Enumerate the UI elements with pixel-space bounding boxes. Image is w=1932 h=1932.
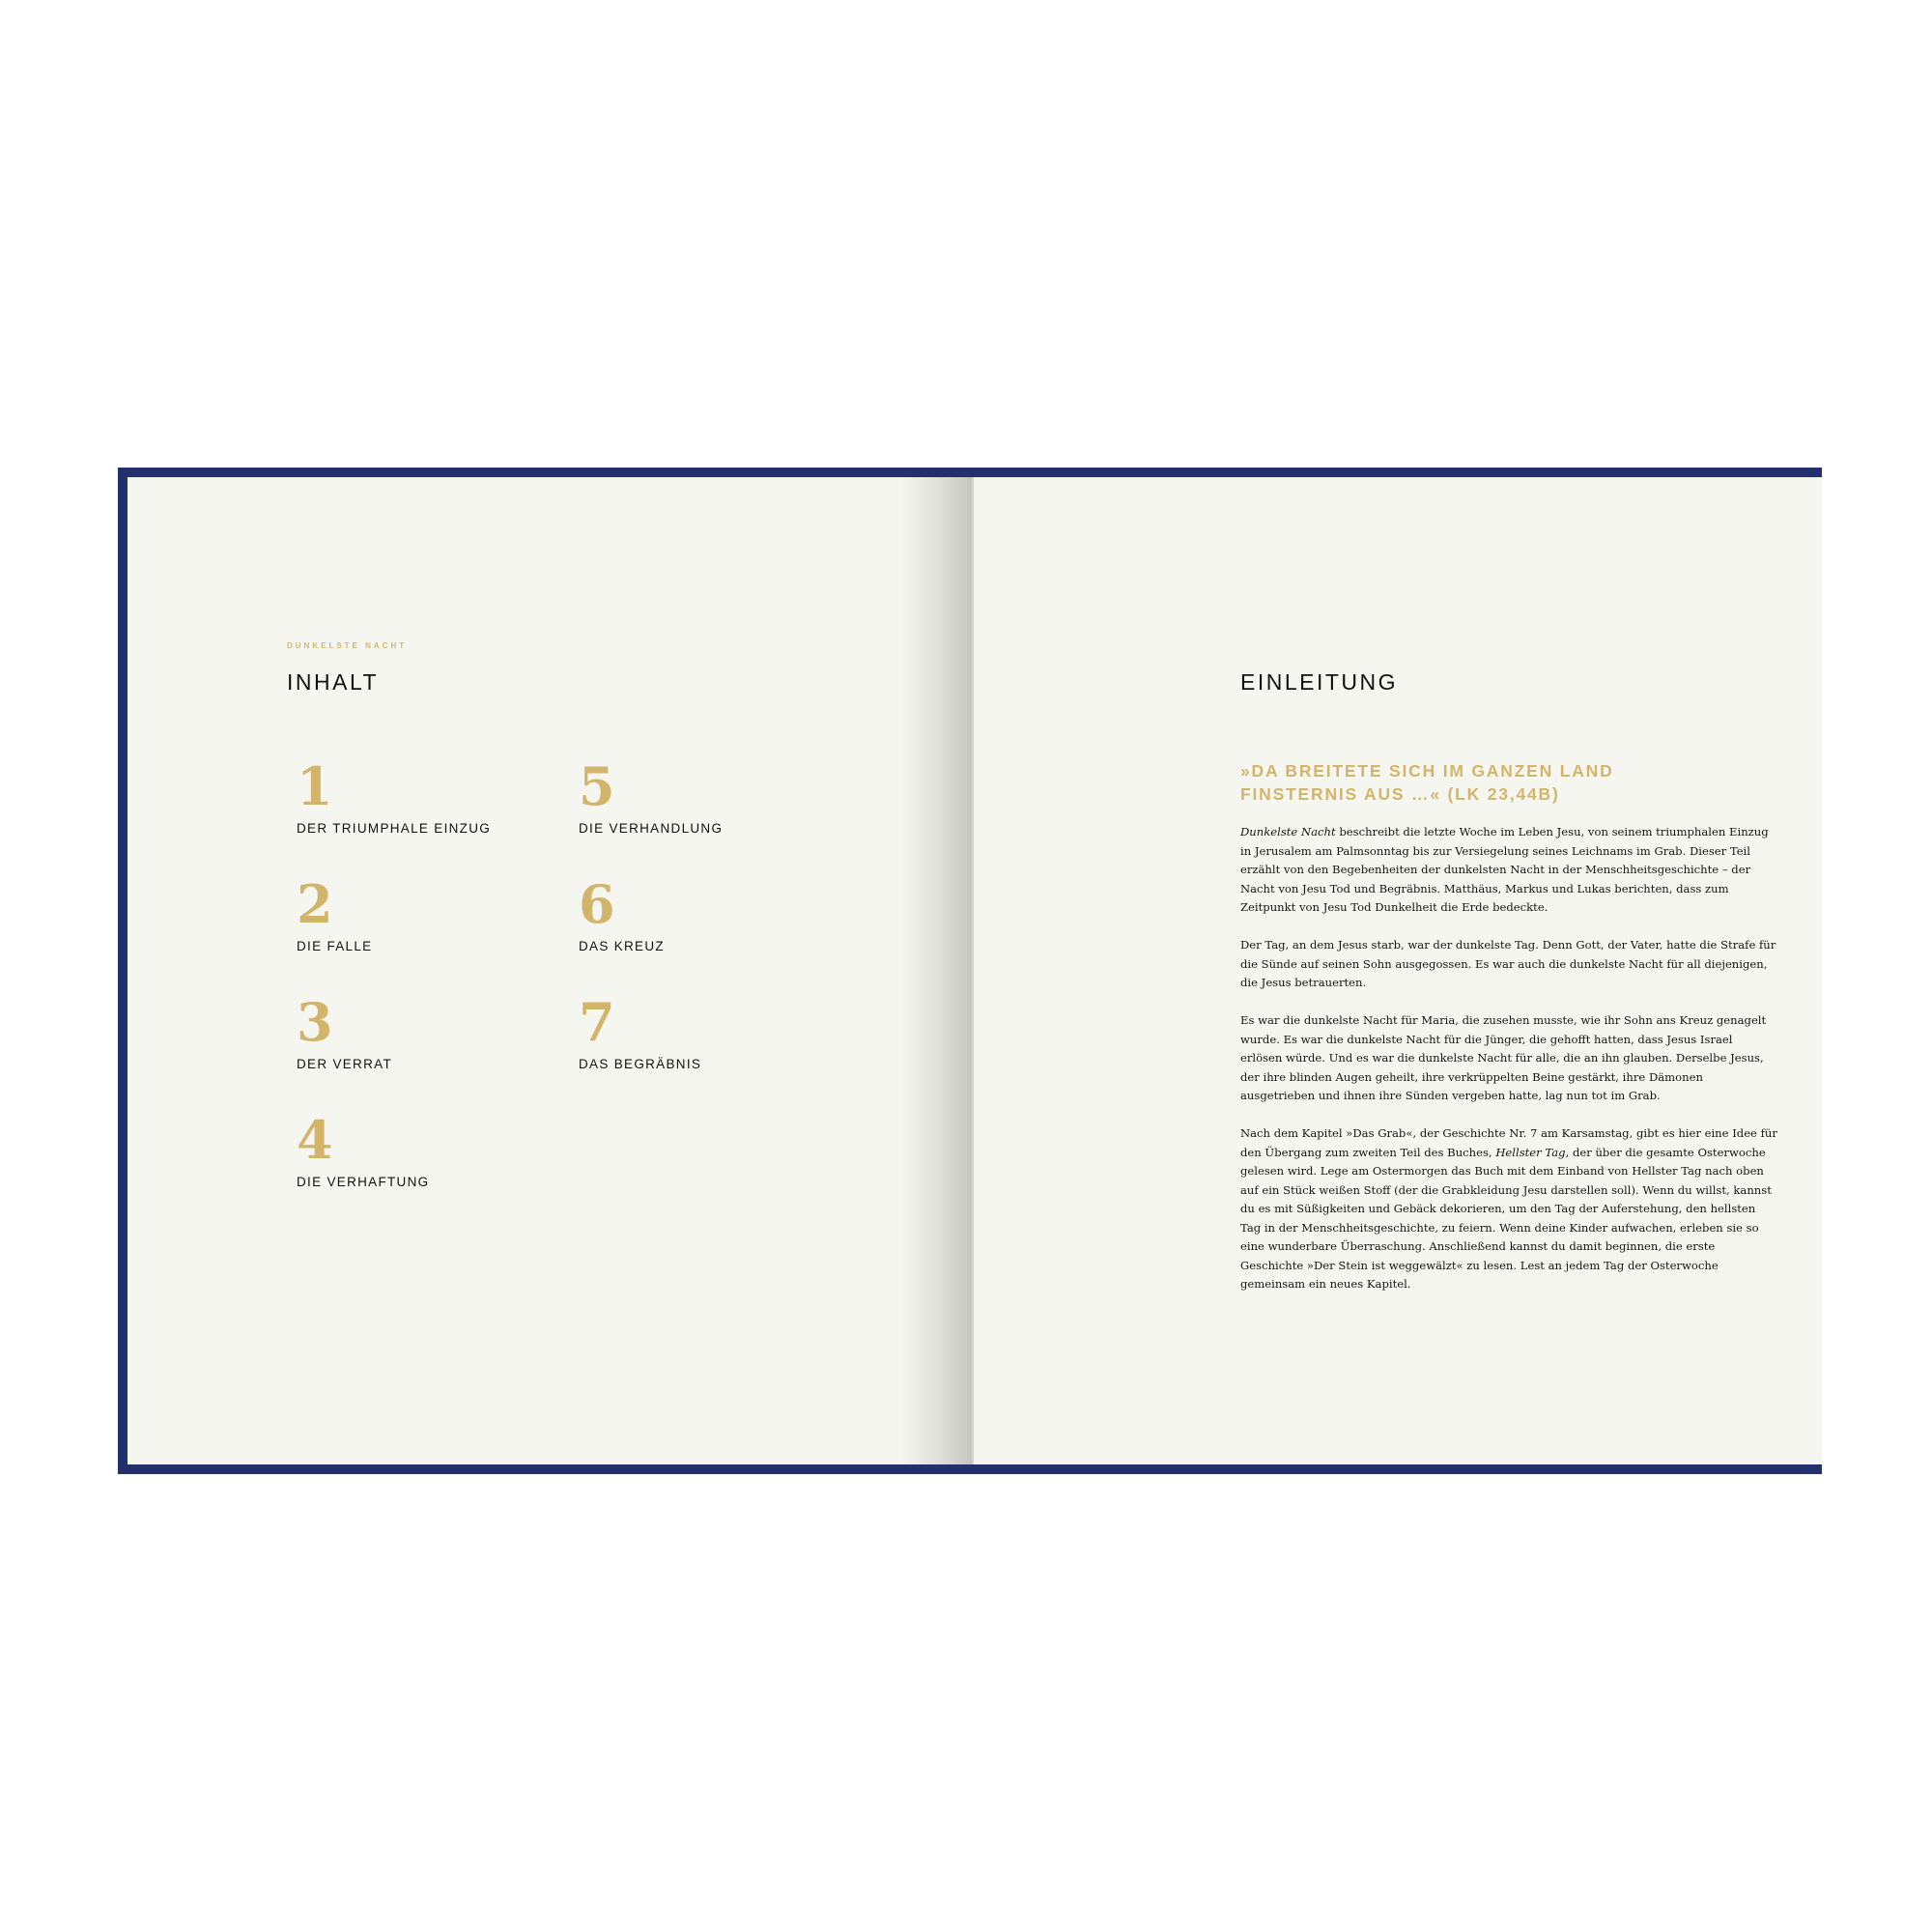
running-head: DUNKELSTE NACHT bbox=[287, 641, 408, 650]
chapter-title: DER TRIUMPHALE EINZUG bbox=[297, 821, 492, 836]
gutter-shadow bbox=[900, 477, 972, 1464]
toc-item bbox=[579, 875, 849, 953]
book-title-emphasis: Dunkelste Nacht bbox=[1240, 825, 1336, 838]
chapter-number: 2 bbox=[297, 873, 333, 935]
toc-item bbox=[579, 993, 849, 1071]
paragraph-text: Nach dem Kapitel »Das Grab«, der Geschichte Nr. 7 am Karsamstag, gibt es hier eine Idee für den Übergang zum zweiten Teil des Buches, bbox=[1240, 1126, 1777, 1159]
chapter-number: 6 bbox=[579, 873, 615, 935]
chapter-number: 3 bbox=[297, 991, 333, 1053]
right-page bbox=[974, 477, 1822, 1464]
paragraph: Es war die dunkelste Nacht für Maria, die zusehen musste, wie ihr Sohn ans Kreuz genagelt wurde. Es war die dunkelste Nacht für die Jünger, die gehofft hatten, dass Jesus Israel erlösen würde. Und es war die dunkelste Nacht für alle, die an ihn glauben. Derselbe Jesus, der ihre blinden Augen geheilt, ihre verkrüppelten Beine gestärkt, ihre Dämonen ausgetrieben und ihnen ihre Sünden vergeben hatte, lag nun tot im Grab. bbox=[1240, 1013, 1767, 1102]
toc-item bbox=[297, 993, 567, 1071]
quote-line: FINSTERNIS AUS …« (LK 23,44B) bbox=[1240, 784, 1560, 804]
epigraph-quote bbox=[1240, 759, 1781, 806]
left-page bbox=[128, 477, 972, 1464]
chapter-title: DAS KREUZ bbox=[579, 939, 665, 953]
chapter-title: DIE VERHANDLUNG bbox=[579, 821, 724, 836]
chapter-number: 1 bbox=[297, 755, 333, 817]
chapter-number: 5 bbox=[579, 755, 615, 817]
toc-item bbox=[579, 757, 849, 836]
chapter-title: DAS BEGRÄBNIS bbox=[579, 1057, 702, 1071]
paragraph-text: beschreibt die letzte Woche im Leben Jesu, von seinem triumphalen Einzug in Jerusalem am Palmsonntag bis zur Versiegelung seines Leichnams im Grab. Dieser Teil erzählt von den Begebenheiten der dunkelsten Nacht in der Menschheitsgeschichte – der Nacht von Jesu Tod und Begräbnis. Matthäus, Markus und Lukas berichten, dass zum Zeitpunkt von Jesu Tod Dunkelheit die Erde bedeckte. bbox=[1240, 825, 1769, 914]
chapter-title: DIE FALLE bbox=[297, 939, 373, 953]
toc-item bbox=[297, 1111, 567, 1189]
chapter-title: DER VERRAT bbox=[297, 1057, 393, 1071]
paragraph: Der Tag, an dem Jesus starb, war der dunkelste Tag. Denn Gott, der Vater, hatte die Strafe für die Sünde auf seinen Sohn ausgegossen. Es war auch die dunkelste Nacht für all diejenigen, die Jesus betrauerten. bbox=[1240, 938, 1776, 989]
paragraph bbox=[1240, 1124, 1777, 1294]
quote-line: »DA BREITETE SICH IM GANZEN LAND bbox=[1240, 761, 1614, 781]
toc-item bbox=[297, 757, 567, 836]
chapter-number: 7 bbox=[579, 991, 615, 1053]
chapter-number: 4 bbox=[297, 1109, 333, 1171]
book-spread bbox=[118, 468, 1822, 1474]
chapter-title: DIE VERHAFTUNG bbox=[297, 1175, 430, 1189]
paragraph bbox=[1240, 823, 1777, 918]
book-title-emphasis: Hellster Tag bbox=[1495, 1145, 1566, 1159]
toc-title: INHALT bbox=[287, 669, 380, 695]
intro-title: EINLEITUNG bbox=[1240, 669, 1399, 695]
intro-body bbox=[1240, 823, 1777, 1313]
toc-item bbox=[297, 875, 567, 953]
paragraph-text: , der über die gesamte Osterwoche gelesen wird. Lege am Ostermorgen das Buch mit dem Einband von Hellster Tag nach oben auf ein Stück weißen Stoff (der die Grabkleidung Jesu darstellen soll). Wenn du willst, kannst du es mit Süßigkeiten und Gebäck dekorieren, um den Tag der Auferstehung, den hellsten Tag in der Menschheitsgeschichte, zu feiern. Wenn deine Kinder aufwachen, erleben sie so eine wunderbare Überraschung. Anschließend kannst du damit beginnen, die erste Geschichte »Der Stein ist weggewälzt« zu lesen. Lest an jedem Tag der Osterwoche gemeinsam ein neues Kapitel. bbox=[1240, 1145, 1772, 1291]
